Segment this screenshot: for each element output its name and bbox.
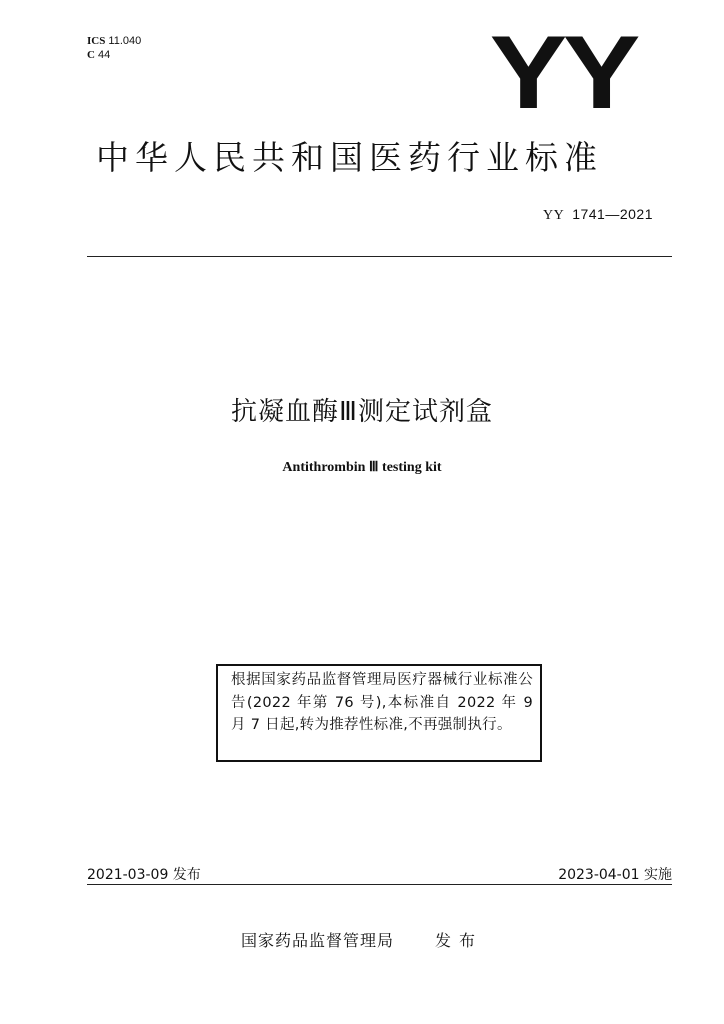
ccs-line	[87, 48, 141, 62]
issuer-line	[0, 928, 724, 951]
document-number-prefix: YY	[542, 208, 565, 223]
bottom-divider	[87, 884, 672, 885]
document-title-en: Antithrombin Ⅲ testing kit	[282, 460, 442, 475]
top-divider	[87, 256, 672, 257]
yy-logo: YY	[489, 15, 636, 131]
ccs-label: C	[87, 49, 95, 61]
document-number	[543, 206, 653, 224]
notice-box	[216, 664, 542, 762]
issuer-organization: 国家药品监督管理局	[240, 931, 394, 950]
issue-date: 2021-03-09 发布	[87, 867, 201, 883]
document-number-value: 1741—2021	[572, 206, 653, 222]
issuer-action: 发布	[435, 931, 484, 950]
document-title-cn: 抗凝血酶Ⅲ测定试剂盒	[231, 397, 493, 427]
notice-text: 根据国家药品监督管理局医疗器械行业标准公告(2022 年第 76 号),本标准自 2022 年 9 月 7 日起,转为推荐性标准,不再强制执行。	[231, 672, 533, 733]
ics-code: 11.040	[108, 35, 142, 47]
implementation-date: 2023-04-01 实施	[558, 867, 672, 883]
ics-line	[87, 34, 141, 48]
ics-label: ICS	[87, 35, 106, 47]
ccs-code: 44	[98, 49, 111, 61]
classification-codes	[87, 34, 141, 62]
standard-category-title: 中华人民共和国医药行业标准	[96, 138, 603, 177]
